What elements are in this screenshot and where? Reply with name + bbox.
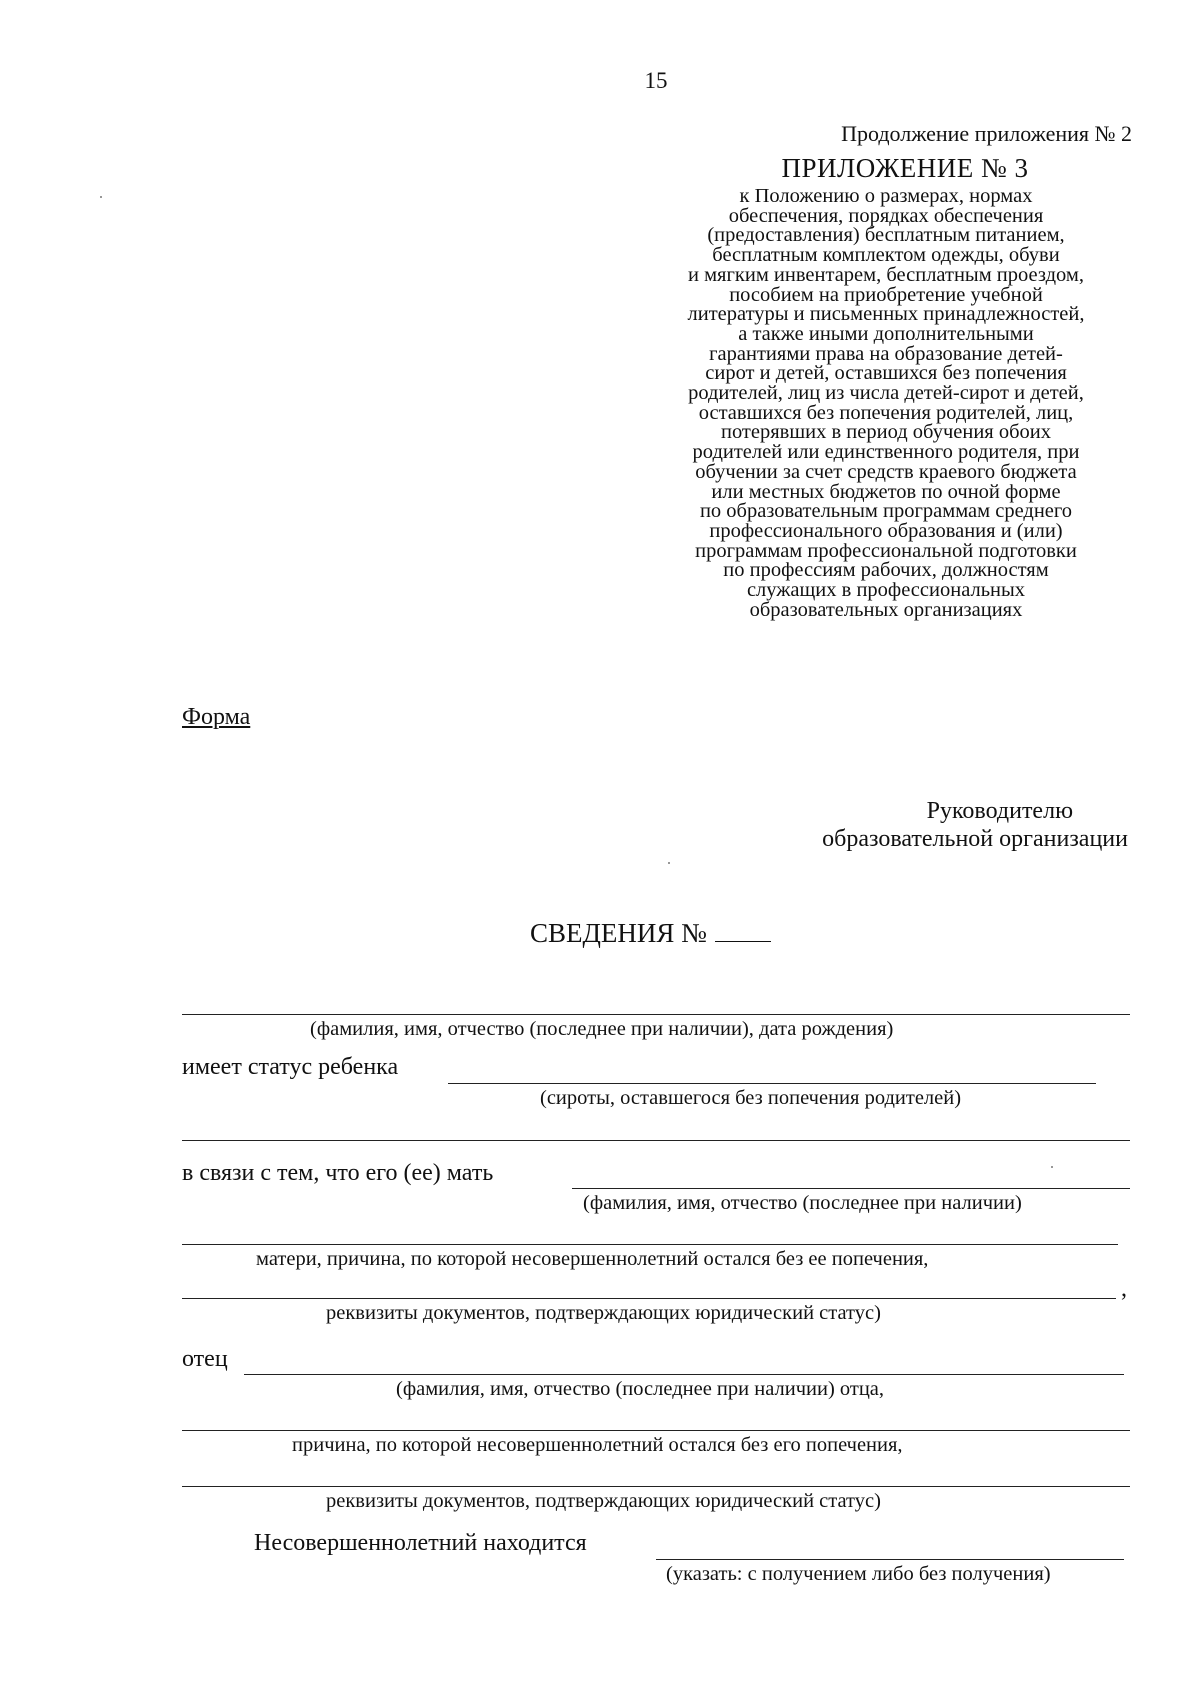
status-blank-line-2[interactable] (182, 1140, 1130, 1141)
mother-caption-1: (фамилия, имя, отчество (последнее при наличии) (583, 1192, 1022, 1214)
reference-line: к Положению о размерах, нормах (739, 185, 1033, 207)
reference-line: обеспечения, порядках обеспечения (728, 204, 1044, 227)
reference-line: пособием на приобретение учебной (729, 283, 1043, 306)
mother-caption-3: реквизиты документов, подтверждающих юридический статус) (326, 1302, 881, 1324)
scan-speck (668, 862, 670, 864)
page-number: 15 (644, 68, 668, 93)
reference-line: оставшихся без попечения родителей, лиц, (698, 401, 1074, 424)
scan-speck (1051, 1166, 1053, 1168)
mother-line-comma: , (1121, 1276, 1127, 1302)
scan-speck (100, 196, 102, 198)
addressee-line: образовательной организации (822, 826, 1128, 852)
father-blank-line[interactable] (244, 1374, 1124, 1375)
reference-line: профессионального образования и (или) (709, 519, 1063, 542)
father-blank-line-3[interactable] (182, 1486, 1130, 1487)
reference-line: обучении за счет средств краевого бюджета (695, 460, 1077, 483)
number-blank-field[interactable] (715, 915, 771, 942)
appendix-reference (645, 187, 1127, 620)
mother-blank-line-3[interactable] (182, 1298, 1116, 1299)
reference-line: а также иными дополнительными (738, 322, 1034, 345)
appendix-title: ПРИЛОЖЕНИЕ № 3 (781, 153, 1029, 183)
reference-line: потерявших в период обучения обоих (720, 421, 1051, 444)
reference-line: программам профессиональной подготовки (695, 539, 1077, 562)
reference-line: бесплатным комплектом одежды, обуви (712, 244, 1060, 267)
minor-label: Несовершеннолетний находится (254, 1530, 587, 1556)
father-caption-3: реквизиты документов, подтверждающих юридический статус) (326, 1490, 881, 1512)
reference-line: служащих в профессиональных (746, 579, 1026, 602)
continuation-note: Продолжение приложения № 2 (841, 121, 1132, 146)
reference-line: образовательных организациях (749, 598, 1023, 621)
mother-caption-2: матери, причина, по которой несовершеннолетний остался без ее попечения, (256, 1248, 929, 1270)
status-caption: (сироты, оставшегося без попечения родителей) (540, 1087, 962, 1109)
addressee-line: Руководителю (926, 798, 1073, 824)
mother-label: в связи с тем, что его (ее) мать (182, 1160, 494, 1186)
status-label: имеет статус ребенка (182, 1054, 399, 1080)
form-label: Форма (182, 704, 251, 730)
mother-blank-line-2[interactable] (182, 1244, 1118, 1245)
reference-line: и мягким инвентарем, бесплатным проездом, (687, 263, 1084, 286)
reference-line: родителей или единственного родителя, при (692, 441, 1080, 464)
father-label: отец (182, 1346, 228, 1372)
reference-line: (предоставления) бесплатным питанием, (707, 224, 1065, 247)
father-caption-2: причина, по которой несовершеннолетний остался без его попечения, (292, 1434, 903, 1456)
father-caption-1: (фамилия, имя, отчество (последнее при наличии) отца, (396, 1378, 885, 1400)
reference-line: литературы и письменных принадлежностей, (687, 303, 1085, 326)
father-blank-line-2[interactable] (182, 1430, 1130, 1431)
addressee (822, 797, 1128, 853)
fio-blank-line[interactable] (182, 1014, 1130, 1015)
reference-line: гарантиями права на образование детей- (709, 342, 1063, 365)
reference-line: по образовательным программам среднего (699, 500, 1073, 523)
minor-caption: (указать: с получением либо без получения) (666, 1563, 1051, 1585)
fio-caption: (фамилия, имя, отчество (последнее при наличии), дата рождения) (310, 1018, 894, 1040)
form-title-text: СВЕДЕНИЯ № (530, 918, 707, 948)
reference-line: родителей, лиц из числа детей-сирот и детей, (688, 382, 1084, 405)
reference-line: по профессиям рабочих, должностям (723, 559, 1049, 582)
minor-blank-line[interactable] (656, 1559, 1124, 1560)
reference-line: сирот и детей, оставшихся без попечения (705, 362, 1067, 385)
status-blank-line[interactable] (448, 1083, 1096, 1084)
mother-blank-line[interactable] (572, 1188, 1130, 1189)
reference-line: или местных бюджетов по очной форме (711, 480, 1061, 503)
form-title (530, 915, 771, 949)
